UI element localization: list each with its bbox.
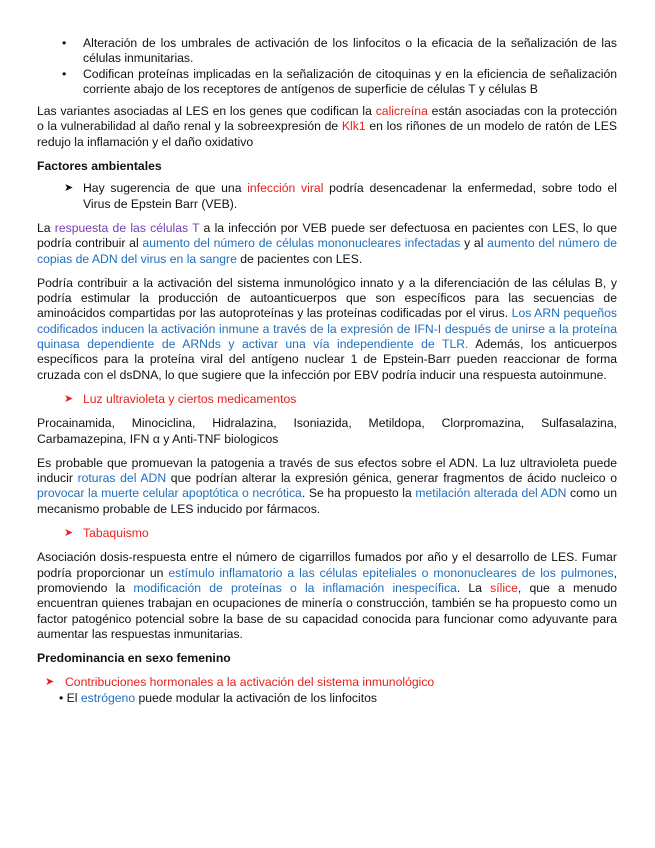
infected-cells-term: aumento del número de células mononucleares infectadas: [142, 236, 461, 251]
arrow-bullet-icon: ➤: [45, 676, 55, 689]
arrow-bullet-icon: ➤: [64, 182, 74, 195]
bullet-icon: •: [59, 690, 64, 705]
smoking-item: ➤ Tabaquismo: [64, 526, 149, 541]
estrogen-item: • El estrógeno puede modular la activación de los linfocitos: [59, 690, 377, 705]
gene-effects-list: [37, 36, 617, 97]
t-cell-response-term: respuesta de las células T: [54, 220, 200, 235]
calicreina-term: calicreína: [375, 104, 428, 119]
viral-infection-item: ➤ Hay sugerencia de que una infección viral podría desencadenar la enfermedad, sobre todo el Virus de Epstein Barr (VEB).: [64, 181, 617, 211]
dna-effects-paragraph: Es probable que promuevan la patogenia a través de sus efectos sobre el ADN. La luz ultravioleta puede inducir roturas del ADN que podrían alterar la expresión génica, generar fragmentos de ácido nucleico o provocar la muerte celular apoptótica o necrótica. Se ha propuesto la metilación alterada del ADN como un mecanismo probable de LES inducido por fármacos.: [37, 455, 618, 516]
small-rna-term: Los ARN pequeños codificados inducen la activación inmune a través de la expresión de IFN-I después de unirse a la proteína quinasa dependiente de ARNds y activar una vía independiente de TLR.: [37, 306, 617, 352]
dna-breaks-term: roturas del ADN: [77, 471, 167, 486]
uv-item: ➤ Luz ultravioleta y ciertos medicamentos: [64, 391, 297, 406]
drugs-paragraph: Procainamida, Minociclina, Hidralazina, Isoniazida, Metildopa, Clorpromazina, Sulfasalazina, Carbamazepina, IFN α y Anti-TNF biologicos: [37, 416, 617, 446]
hormonal-item: ➤ Contribuciones hormonales a la activación del sistema inmunológico: [45, 675, 435, 690]
arrow-bullet-icon: ➤: [64, 392, 74, 405]
dna-methylation-term: metilación alterada del ADN: [415, 486, 567, 501]
smoking-paragraph: Asociación dosis-respuesta entre el número de cigarrillos fumados por año y el desarrollo de LES. Fumar podría proporcionar un estímulo inflamatorio a las células epiteliales o mononucleares de los pulmones, promoviendo la modificación de proteínas o la inflamación inespecífica. La sílice, que a menudo encuentran quienes trabajan en ocupaciones de minería o construcción, también se ha propuesto como un factor patogénico potencial sobre la base de su capacidad conocida para funcionar como adyuvante para aumentar las respuestas inmunitarias.: [37, 550, 618, 641]
cell-death-term: provocar la muerte celular apoptótica o necrótica: [37, 486, 302, 501]
inflammatory-stimulus-term: estímulo inflamatorio a las células epiteliales o mononucleares de los pulmones: [168, 565, 614, 580]
immune-activation-paragraph: Podría contribuir a la activación del sistema inmunológico innato y a la diferenciación de las células B, y podría estimular la producción de autoanticuerpos que son específicos para las secuencias de aminoácidos compartidas por las autoproteínas y las proteínas codificadas por el virus. Los ARN pequeños codificados inducen la activación inmune a través de la expresión de IFN-I después de unirse a la proteína quinasa dependiente de ARNds y activar una vía independiente de TLR. Además, los anticuerpos específicos para la proteína viral del antígeno nuclear 1 de Epstein-Barr pueden reaccionar de forma cruzada con el dsDNA, lo que sugiere que la infección por EBV podría inducir una respuesta autoinmune.: [37, 275, 618, 382]
kallikrein-paragraph: Las variantes asociadas al LES en los genes que codifican la calicreína están asociadas con la protección o la vulnerabilidad al daño renal y la sobreexpresión de Klk1 en los riñones de un modelo de ratón de LES redujo la inflamación y el daño oxidativo: [37, 104, 618, 149]
protein-modification-term: modificación de proteínas o la inflamación inespecífica: [133, 580, 457, 595]
estrogen-term: estrógeno: [80, 690, 136, 705]
silica-term: sílice: [490, 580, 518, 595]
t-cell-paragraph: La respuesta de las células T a la infección por VEB puede ser defectuosa en pacientes con LES, lo que podría contribuir al aumento del número de células mononucleares infectadas y al aumento del número de copias de ADN del virus en la sangre de pacientes con LES.: [37, 220, 617, 266]
viral-infection-term: infección viral: [247, 181, 324, 196]
viral-dna-copies-term: aumento del número de copias de ADN del virus en la sangre: [37, 236, 617, 266]
section-heading-ambientales: Factores ambientales: [37, 159, 162, 174]
document-page: [37, 36, 617, 706]
list-item: • Codifican proteínas implicadas en la señalización de citoquinas y en la eficiencia de señalización corriente abajo de los receptores de antígenos de superficie de células T y células B: [37, 67, 617, 98]
klk1-term: Klk1: [341, 119, 366, 134]
section-heading-sexo: Predominancia en sexo femenino: [37, 651, 231, 666]
list-item: • Alteración de los umbrales de activación de los linfocitos o la eficacia de la señalización de las células inmunitarias.: [37, 36, 617, 67]
arrow-bullet-icon: ➤: [64, 527, 74, 540]
